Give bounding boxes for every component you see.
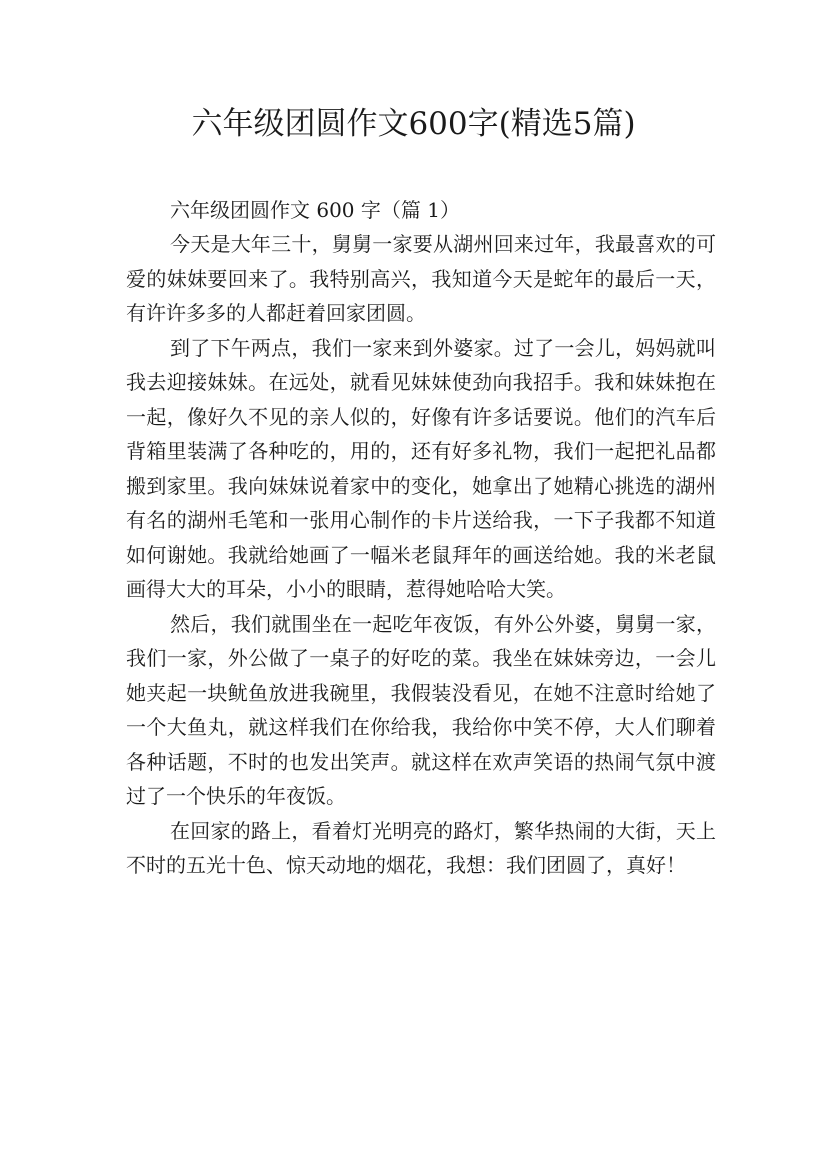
paragraph-4: 在回家的路上，看着灯光明亮的路灯，繁华热闹的大街，天上不时的五光十色、惊天动地的烟花，我想：我们团圆了，真好！ (126, 818, 716, 877)
section-heading: 六年级团圆作文 600 字（篇 1） (170, 198, 460, 222)
paragraph-2: 到了下午两点，我们一家来到外婆家。过了一会儿，妈妈就叫我去迎接妹妹。在远处，就看见妹妹使劲向我招手。我和妹妹抱在一起，像好久不见的亲人似的，好像有许多话要说。他们的汽车后背箱里装满了各种吃的，用的，还有好多礼物，我们一起把礼品都搬到家里。我向妹妹说着家中的变化，她拿出了她精心挑选的湖州有名的湖州毛笔和一张用心制作的卡片送给我，一下子我都不知道如何谢她。我就给她画了一幅米老鼠拜年的画送给她。我的米老鼠画得大大的耳朵，小小的眼睛，惹得她哈哈大笑。 (126, 335, 716, 601)
document-title: 六年级团圆作文600字(精选5篇) (191, 106, 636, 142)
paragraph-1: 今天是大年三十，舅舅一家要从湖州回来过年，我最喜欢的可爱的妹妹要回来了。我特别高兴，我知道今天是蛇年的最后一天，有许许多多的人都赶着回家团圆。 (126, 232, 716, 325)
paragraph-3: 然后，我们就围坐在一起吃年夜饭，有外公外婆，舅舅一家，我们一家，外公做了一桌子的好吃的菜。我坐在妹妹旁边，一会儿她夹起一块鱿鱼放进我碗里，我假装没看见，在她不注意时给她了一个大鱼丸，就这样我们在你给我，我给你中笑不停，大人们聊着各种话题，不时的也发出笑声。就这样在欢声笑语的热闹气氛中渡过了一个快乐的年夜饭。 (126, 611, 716, 808)
document-body (126, 193, 716, 883)
